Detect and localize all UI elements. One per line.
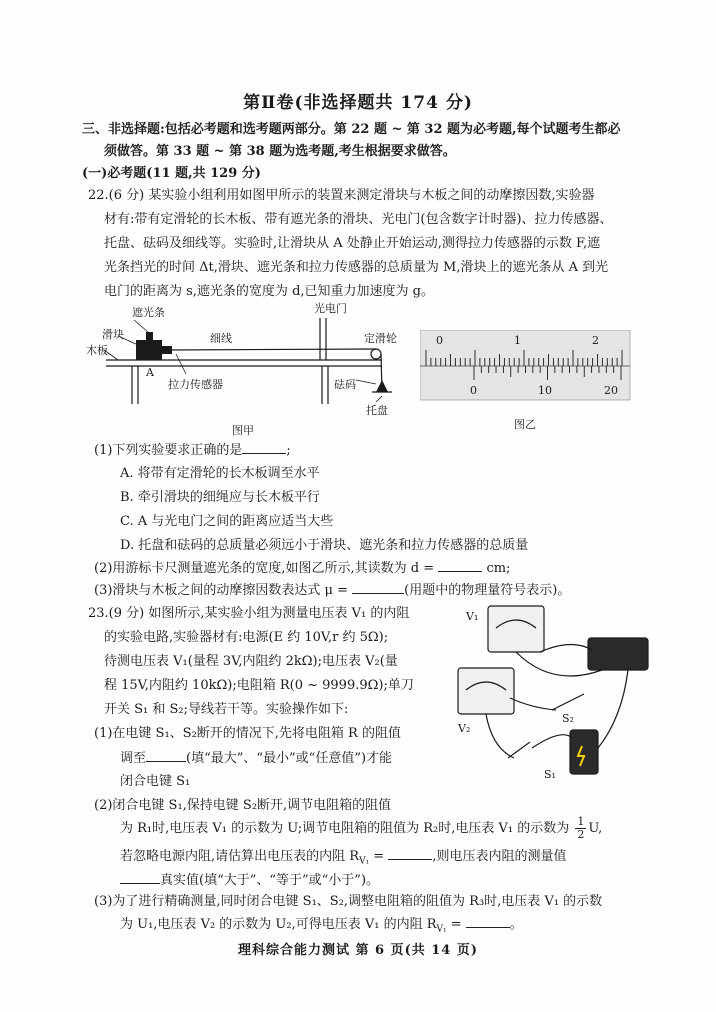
wire-4 bbox=[532, 735, 572, 748]
answer-blank-q23-4[interactable] bbox=[466, 914, 510, 928]
q22-sub3: (3)滑块与木板之间的动摩擦因数表达式 μ = (用题中的物理量符号表示)。 bbox=[94, 580, 570, 601]
q23-line-5: 开关 S₁ 和 S₂;导线若干等。实验操作如下: bbox=[104, 702, 349, 717]
label-point-a: A bbox=[146, 366, 154, 379]
q23-sub3-b: 为 U₁,电压表 V₂ 的示数为 U₂,可得电压表 V₁ 的内阻 $R_{V_1}$ = 。 bbox=[120, 914, 523, 940]
label-slider: 滑块 bbox=[102, 328, 124, 341]
voltmeter-v2-icon bbox=[458, 668, 514, 714]
label-photogate: 光电门 bbox=[314, 302, 347, 315]
figure-circuit bbox=[452, 598, 662, 794]
label-s2: S₂ bbox=[562, 712, 574, 725]
q22-sub2: (2)用游标卡尺测量遮光条的宽度,如图乙所示,其读数为 d = cm; bbox=[94, 558, 510, 579]
q23-sub2-b: 为 R₁时,电压表 V₁ 的示数为 U;调节电阻箱的阻值为 R₂时,电压表 V₁ 的示数为 $\frac{1}{2}$ U, bbox=[120, 815, 603, 841]
q22-line-5: 电门的距离为 s,遮光条的宽度为 d,已知重力加速度为 g。 bbox=[104, 284, 434, 299]
label-sensor: 拉力传感器 bbox=[168, 378, 223, 391]
shading-strip bbox=[146, 332, 153, 340]
q23-sub2-c: 若忽略电源内阻,请估算出电压表的内阻 $R_{V_1}$ = ,则电压表内阻的测量值 bbox=[120, 846, 566, 872]
wire-3 bbox=[540, 644, 592, 652]
fraction-half: $\frac{1}{2}$ bbox=[577, 815, 585, 841]
figure-b-vernier bbox=[420, 330, 632, 434]
q22-option-b: B. 牵引滑块的细绳应与长木板平行 bbox=[120, 490, 320, 505]
q23-line-1: 23.(9 分) 如图所示,某实验小组为测量电压表 V₁ 的内阻 bbox=[88, 606, 410, 621]
q23-line-4: 程 15V,内阻约 10kΩ);电阻箱 R(0 ~ 9999.9Ω);单刀 bbox=[104, 678, 414, 693]
label-board: 木板 bbox=[86, 344, 108, 357]
label-shading-strip: 遮光条 bbox=[132, 306, 165, 319]
label-weights: 砝码 bbox=[334, 378, 356, 391]
label-thread: 细线 bbox=[210, 332, 232, 345]
q23-line-2: 的实验电路,实验器材有:电源(E 约 10V,r 约 5Ω); bbox=[104, 630, 389, 645]
answer-blank-q22-3[interactable] bbox=[352, 580, 404, 594]
answer-blank-q22-1[interactable] bbox=[242, 440, 286, 454]
answer-blank-q23-3[interactable] bbox=[120, 870, 160, 884]
vernier-tick-label-20: 20 bbox=[604, 384, 618, 397]
section-title: 第Ⅱ卷(非选择题共 174 分) bbox=[243, 93, 473, 113]
main-tick-label-2: 2 bbox=[592, 334, 599, 347]
figure-b-caption: 图乙 bbox=[514, 418, 536, 431]
q22-option-c: C. A 与光电门之间的距离应适当大些 bbox=[120, 514, 334, 529]
switch-s2 bbox=[552, 694, 584, 710]
main-tick-label-1: 1 bbox=[514, 334, 521, 347]
section-intro-line2: 须做答。第 33 题 ~ 第 38 题为选考题,考生根据要求做答。 bbox=[104, 144, 456, 159]
q23-line-3: 待测电压表 V₁(量程 3V,内阻约 2kΩ);电压表 V₂(量 bbox=[104, 654, 398, 669]
answer-blank-q23-2[interactable] bbox=[388, 846, 432, 860]
main-tick-label-0: 0 bbox=[436, 334, 443, 347]
q23-sub1-b: 调至 (填“最大”、“最小”或“任意值”)才能 bbox=[120, 748, 392, 769]
pulley-icon bbox=[371, 349, 381, 359]
required-section-label: (一)必考题(11 题,共 129 分) bbox=[82, 166, 261, 181]
figure-a-caption: 图甲 bbox=[232, 424, 254, 437]
q22-line-2: 材有:带有定滑轮的长木板、带有遮光条的滑块、光电门(包含数字计时器)、拉力传感器、 bbox=[104, 212, 613, 227]
q22-line-4: 光条挡光的时间 Δt,滑块、遮光条和拉力传感器的总质量为 M,滑块上的遮光条从 A 到光 bbox=[104, 260, 609, 275]
q23-sub2-d: 真实值(填“大于”、“等于”或“小于”)。 bbox=[120, 870, 379, 891]
vernier-tick-label-10: 10 bbox=[538, 384, 552, 397]
wire-2 bbox=[486, 714, 514, 758]
slider-block bbox=[136, 340, 162, 360]
force-sensor-icon bbox=[162, 346, 172, 354]
q23-sub1-c: 闭合电键 S₁ bbox=[120, 774, 191, 789]
weights-icon bbox=[376, 380, 388, 392]
q22-line-3: 托盘、砝码及细线等。实验时,让滑块从 A 处静止开始运动,测得拉力传感器的示数 F,遮 bbox=[104, 236, 601, 251]
vernier-tick-label-0: 0 bbox=[470, 384, 477, 397]
page-footer: 理科综合能力测试 第 6 页(共 14 页) bbox=[237, 943, 479, 958]
label-v2: V₂ bbox=[458, 722, 471, 735]
battery-icon bbox=[570, 730, 598, 774]
label-pulley: 定滑轮 bbox=[364, 332, 397, 345]
q22-sub1: (1)下列实验要求正确的是 ; bbox=[94, 440, 291, 461]
q23-sub3-a: (3)为了进行精确测量,同时闭合电键 S₁、S₂,调整电阻箱的阻值为 R₃时,电压表 V₁ 的示数 bbox=[94, 894, 603, 909]
answer-blank-q23-1[interactable] bbox=[146, 748, 186, 762]
figure-a-apparatus bbox=[86, 300, 416, 440]
answer-blank-q22-2[interactable] bbox=[438, 558, 482, 572]
q22-option-d: D. 托盘和砝码的总质量必须远小于滑块、遮光条和拉力传感器的总质量 bbox=[120, 538, 529, 553]
q23-sub2-a: (2)闭合电键 S₁,保持电键 S₂断开,调节电阻箱的阻值 bbox=[94, 798, 392, 813]
wire-6 bbox=[510, 698, 556, 710]
resistance-box-icon bbox=[588, 638, 648, 670]
thread-line bbox=[168, 349, 376, 350]
q22-line-1: 22.(6 分) 某实验小组利用如图甲所示的装置来测定滑块与木板之间的动摩擦因数,实验器 bbox=[88, 188, 595, 203]
switch-s1 bbox=[508, 742, 530, 758]
label-tray: 托盘 bbox=[366, 404, 388, 417]
wire-5 bbox=[598, 670, 628, 748]
q22-option-a: A. 将带有定滑轮的长木板调至水平 bbox=[120, 466, 320, 481]
label-v1: V₁ bbox=[466, 610, 479, 623]
section-intro-line1: 三、非选择题:包括必考题和选考题两部分。第 22 题 ~ 第 32 题为必考题,每个试题考生都必 bbox=[82, 122, 621, 137]
voltmeter-v1-icon bbox=[488, 606, 544, 652]
q23-sub1-a: (1)在电键 S₁、S₂断开的情况下,先将电阻箱 R 的阻值 bbox=[94, 726, 401, 741]
label-s1: S₁ bbox=[544, 768, 556, 781]
